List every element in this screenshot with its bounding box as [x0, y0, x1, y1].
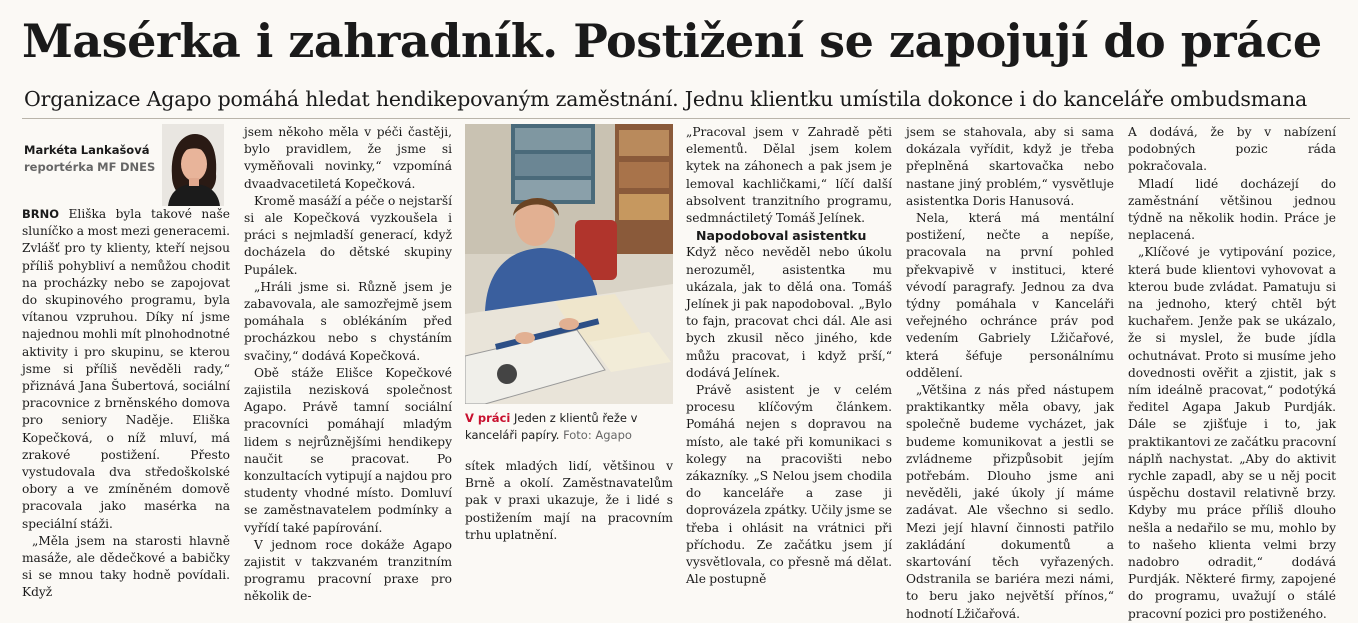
paragraph: Obě stáže Elišce Kopečkové zajistila nezisková společnost Agapo. Právě tamní sociální pracovníci pomáhají mladým lidem s nejrůznějšími hendikepy naučit se pracovat. Po konzultacích vytipují a najdou pro studenty vhodné místo. Domluví se zaměstnavatelem podmínky a vyřídí také papírování.	[244, 365, 452, 535]
author-role: reportérka MF DNES	[24, 160, 156, 174]
header-divider	[22, 118, 1350, 119]
dateline: BRNO	[22, 207, 60, 221]
paragraph: „Většina z nás před nástupem praktikantky měla obavy, jak společně budeme vycházet, jak budeme komunikovat a jestli se zvládneme přizpůsobit jejím potřebám. Dlouho jsme ani nevěděli, jaké úkoly jí máme zadávat. Ale všechno si sedlo. Mezi její hlavní činnosti patřilo zakládání dokumentů a skartování těch vyřazených. Odstranila se bariéra mezi námi, to beru jako největší přínos,“ hodnotí Lžičařová.	[906, 383, 1114, 621]
paragraph: A dodává, že by v nabízení podobných pozic ráda pokračovala.	[1128, 125, 1336, 174]
photo-caption	[465, 410, 675, 444]
photo-credit: Foto: Agapo	[563, 428, 632, 442]
paragraph: Mladí lidé docházejí do zaměstnání většinou jednou týdně na několik hodin. Práce je neplacená.	[1128, 176, 1336, 243]
column-4	[686, 124, 892, 588]
column-2	[244, 124, 452, 606]
paragraph: Právě asistent je v celém procesu klíčovým článkem. Pomáhá nejen s dopravou na místo, ale také při komunikaci s kolegy na pracovišti nebo zákazníky. „S Nelou jsem chodila do kanceláře a zase ji doprovázela zpátky. Učily jsme se třeba i ohlásit na vrátnici při příchodu. Ze začátku jsem jí vysvětlovala, co přesně má dělat. Ale postupně	[686, 383, 892, 587]
author-name: Markéta Lankašová	[24, 143, 150, 157]
column-5	[906, 124, 1114, 623]
paragraph: sítek mladých lidí, většinou v Brně a okolí. Zaměstnavatelům pak v praxi ukazuje, že i lidé s postižením mají na pracovním trhu uplatnění.	[465, 459, 673, 542]
paragraph: Kromě masáží a péče o nejstarší si ale Kopečková vyzkoušela i práci s nejmladší generací, když docházela do dětské skupiny Pupálek.	[244, 193, 452, 277]
subtitle: Organizace Agapo pomáhá hledat hendikepovaným zaměstnání. Jednu klientku umístila dokonce i do kanceláře ombudsmana	[24, 87, 1307, 111]
paragraph: „Hráli jsme si. Různě jsem je zabavovala, ale samozřejmě jsem pomáhala s oblékáním před procházkou nebo s chystáním svačiny,“ dodává Kopečková.	[244, 279, 452, 363]
paragraph: „Pracoval jsem v Zahradě pěti elementů. Dělal jsem kolem kytek na záhonech a pak jsem je lemoval kachličkami,“ líčí další absolvent tranzitního programu, sedmnáctiletý Tomáš Jelínek.	[686, 125, 892, 226]
column-3	[465, 458, 673, 544]
column-1	[22, 124, 230, 602]
headline: Masérka i zahradník. Postižení se zapojují do práce	[22, 14, 1322, 68]
article-photo	[465, 124, 673, 404]
paragraph: Nela, která má mentální postižení, nečte a nepíše, pracovala na první pohled překvapivě v instituci, které vévodí paragrafy. Jednou za dva týdny pomáhala v Kanceláři veřejného ochránce práv pod vedením Gabriely Lžičařové, která šéfuje personálnímu oddělení.	[906, 211, 1114, 380]
paragraph: jsem někoho měla v péči častěji, bylo pravidlem, že jsme si vyměňovali novinky,“ vzpomíná dvaadvacetiletá Kopečková.	[244, 125, 452, 191]
paragraph: Když něco nevěděl nebo úkolu nerozuměl, asistentka mu ukázala, jak to dělá ona. Tomáš Jelínek ji pak napodoboval. „Bylo to fajn, pracovat chci dál. Ale asi bych zkusil něco jiného, kde můžu pracovat, i když prší,“ dodává Jelínek.	[686, 245, 892, 380]
paragraph: „Klíčové je vytipování pozice, která bude klientovi vyhovovat a kterou bude zvládat. Pamatuju si na jednoho, který chtěl být kuchařem. Jenže pak se ukázalo, že si myslel, že bude jídla ochutnávat. Proto si musíme jeho dovednosti ověřit a zjistit, jak s ním ideálně pracovat,“ podotýká ředitel Agapa Jakub Purdják. Dále se zjišťuje i to, jak praktikantovi ze začátku pracovní náplň nachystat. „Aby do aktivit rychle zapadl, aby se u něj pocit úspěchu dostavil relativně brzy. Kdyby mu práce příliš dlouho nešla a nedařilo se mu, mohlo by to našeho klienta velmi brzy nadobro odradit,“ dodává Purdják. Některé firmy, zapojené do programu, uvažují o stálé pracovní pozici pro postiženého.	[1128, 245, 1336, 621]
column-6	[1128, 124, 1336, 623]
caption-label: V práci	[465, 411, 511, 425]
paragraph: V jednom roce dokáže Agapo zajistit v takzvaném tranzitním programu pracovní praxe pro několik de-	[244, 537, 452, 604]
paragraph: Eliška byla takové naše sluníčko a most mezi generacemi. Zvlášť pro ty klienty, kteří nejsou příliš pohybliví a nemůžou chodit na procházky nebo se zapojovat do skupinového programu, byla vítanou vzpruhou. Díky ní jsme najednou mohli mít plnohodnotné aktivity i pro skupinu, se kterou jsme si příliš nevěděli rady,“ přiznává Jana Šubertová, sociální pracovnice z brněnského domova pro seniory Naděje. Eliška Kopečková, o níž mluví, má zrakové postižení. Přesto vystudovala dva středoškolské obory a ve zmíněném domově pracovala jako masérka na speciální stáži.	[22, 207, 231, 531]
paragraph: „Měla jsem na starosti hlavně masáže, ale dědečkové a babičky si se mnou taky hodně povídali. Když	[22, 533, 230, 600]
author-photo	[162, 124, 224, 206]
section-subhead: Napodoboval asistentku	[696, 228, 867, 244]
paragraph: jsem se stahovala, aby si sama dokázala vyřídit, když je třeba přeplněná skartovačka nebo nastane jiný problém,“ vysvětluje asistentka Doris Hanusová.	[906, 125, 1114, 208]
author-box	[22, 124, 230, 206]
caption-text: Jeden z klientů řeže v kanceláři papíry.	[465, 411, 638, 442]
